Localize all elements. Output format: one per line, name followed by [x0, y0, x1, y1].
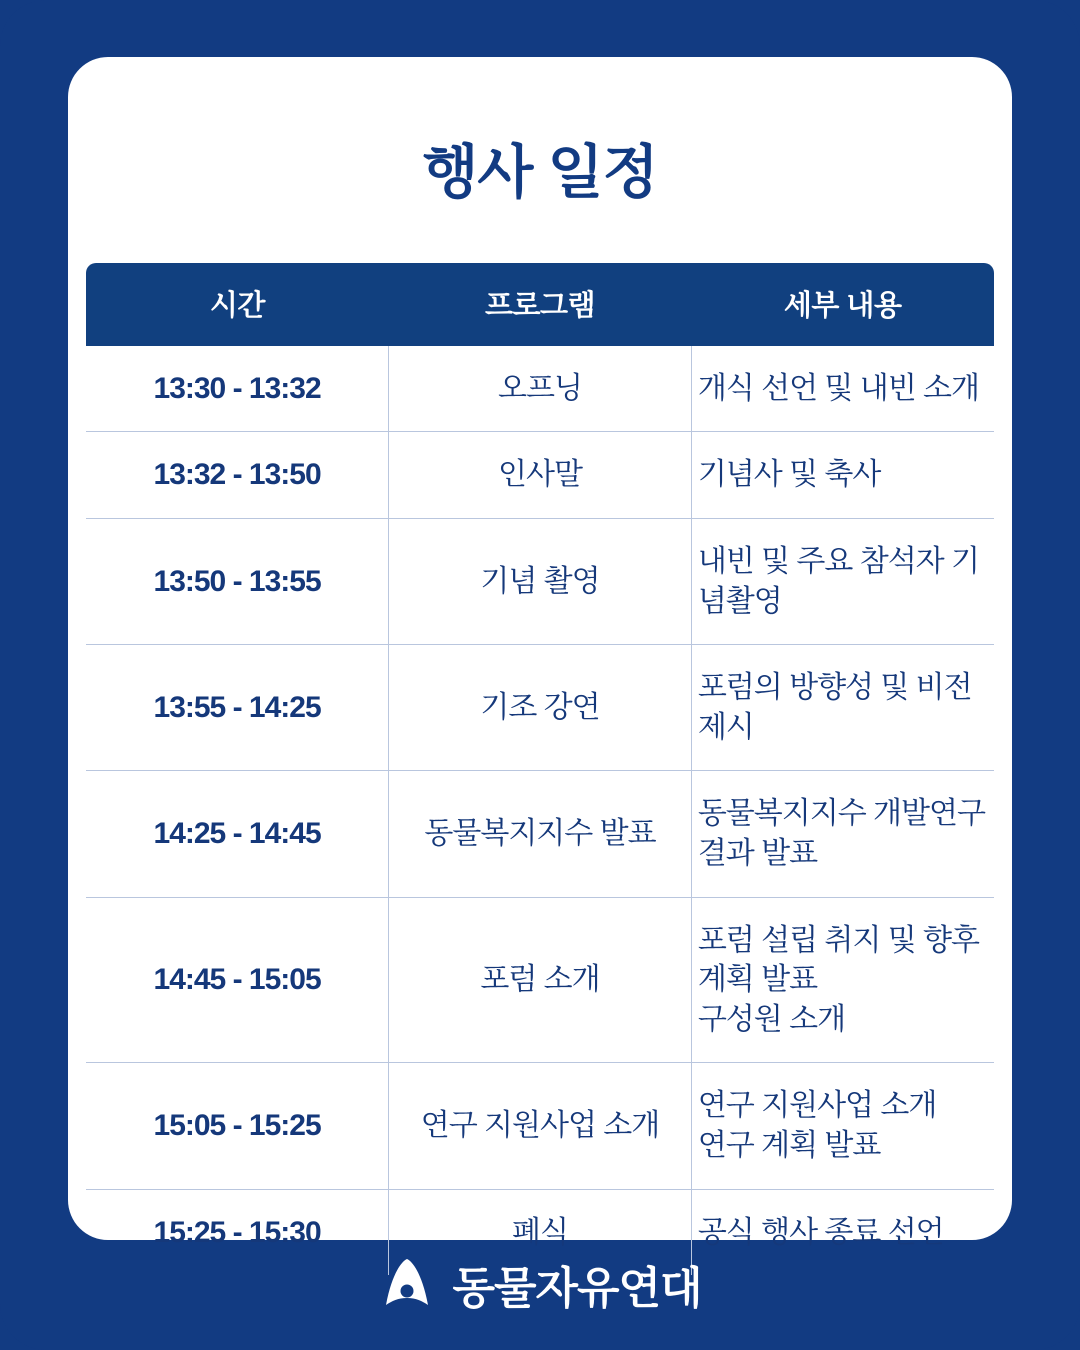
animal-liberation-wave-icon	[378, 1255, 436, 1313]
cell-time: 13:55 - 14:25	[86, 645, 389, 771]
cell-program: 동물복지지수 발표	[389, 771, 692, 897]
table-row	[86, 645, 994, 771]
cell-program: 기념 촬영	[389, 518, 692, 644]
cell-time: 14:25 - 14:45	[86, 771, 389, 897]
cell-detail	[691, 645, 994, 771]
schedule-table-wrapper	[86, 263, 994, 1275]
cell-time: 13:32 - 13:50	[86, 432, 389, 519]
cell-program: 인사말	[389, 432, 692, 519]
detail-line: 포럼 설립 취지 및 향후 계획 발표	[697, 923, 979, 997]
column-header-program: 프로그램	[389, 263, 692, 346]
detail-line: 포럼의 방향성 및 비전 제시	[697, 671, 972, 744]
column-header-time: 시간	[86, 263, 389, 346]
cell-time: 14:45 - 15:05	[86, 897, 389, 1063]
schedule-card	[68, 57, 1012, 1249]
cell-time: 13:30 - 13:32	[86, 346, 389, 432]
detail-line: 구성원 소개	[697, 1002, 846, 1036]
table-body	[86, 346, 994, 1275]
cell-detail	[691, 897, 994, 1063]
column-header-detail: 세부 내용	[691, 263, 994, 346]
detail-line: 내빈 및 주요 참석자 기념촬영	[697, 544, 979, 618]
cell-detail	[691, 346, 994, 432]
cell-detail	[691, 518, 994, 644]
table-row	[86, 1063, 994, 1189]
organization-name: 동물자유연대	[452, 1264, 702, 1313]
detail-line: 기념사 및 축사	[697, 458, 881, 492]
detail-line: 공식 행사 종료 선언	[697, 1215, 944, 1249]
cell-program: 오프닝	[389, 346, 692, 432]
cell-program: 폐식	[389, 1189, 692, 1275]
cell-program: 기조 강연	[389, 645, 692, 771]
table-header-row	[86, 263, 994, 346]
table-row	[86, 432, 994, 519]
cell-time: 13:50 - 13:55	[86, 518, 389, 644]
schedule-table	[86, 263, 994, 1275]
table-header	[86, 263, 994, 346]
table-row	[86, 897, 994, 1063]
cell-program: 포럼 소개	[389, 897, 692, 1063]
table-row	[86, 518, 994, 644]
cell-detail	[691, 1063, 994, 1189]
cell-program: 연구 지원사업 소개	[389, 1063, 692, 1189]
footer-logo	[0, 1252, 1080, 1316]
cell-detail	[691, 771, 994, 897]
cell-time: 15:25 - 15:30	[86, 1189, 389, 1275]
detail-line: 개식 선언 및 내빈 소개	[697, 371, 979, 405]
page-title: 행사 일정	[422, 140, 658, 205]
detail-line: 동물복지지수 개발연구 결과 발표	[697, 797, 985, 870]
detail-line: 연구 계획 발표	[697, 1128, 881, 1162]
table-row	[86, 346, 994, 432]
detail-line: 연구 지원사업 소개	[697, 1089, 937, 1123]
cell-detail	[691, 432, 994, 519]
cell-time: 15:05 - 15:25	[86, 1063, 389, 1189]
table-row	[86, 771, 994, 897]
